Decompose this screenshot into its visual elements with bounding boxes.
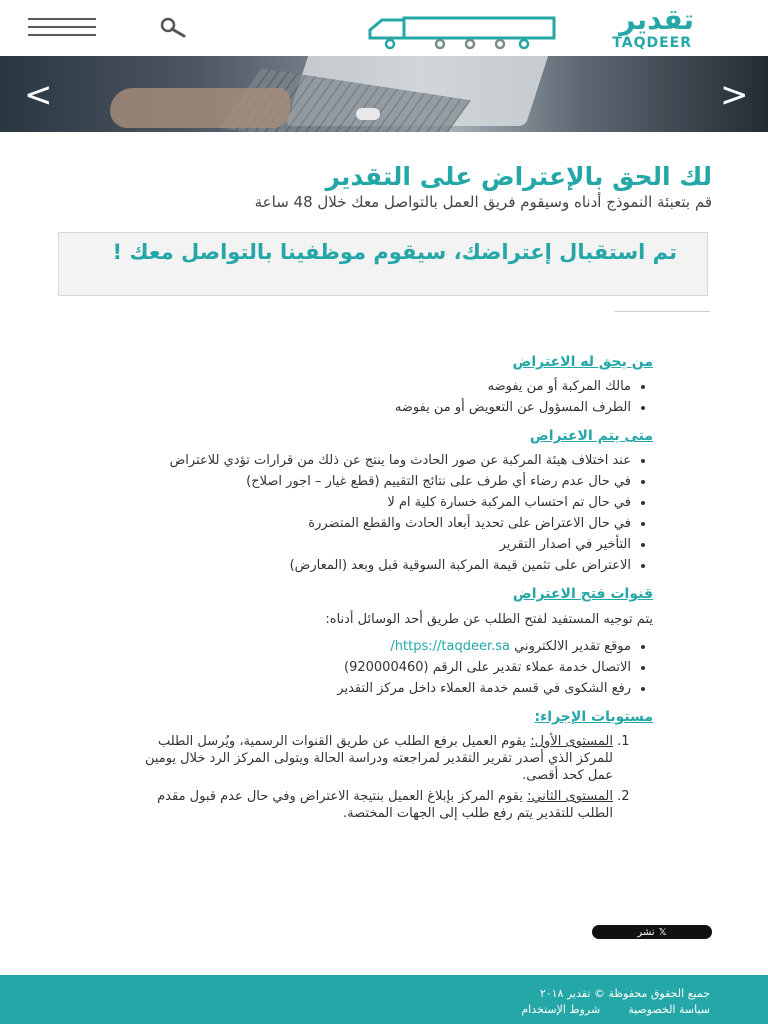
list-item (120, 788, 613, 822)
list-item: • الطرف المسؤول عن التعويض أو من يفوضه (120, 399, 631, 416)
list-item: • الاعتراض على تثمين قيمة المركبة السوقية قبل وبعد (المعارض) (120, 557, 631, 574)
hamburger-menu-icon[interactable] (28, 16, 96, 38)
slider-dot[interactable] (356, 108, 380, 120)
search-icon[interactable] (150, 16, 192, 40)
section-title-who: من يحق له الاعتراض (512, 354, 653, 370)
intro-text: قم بتعبئة النموذج أدناه وسيقوم فريق العمل بالتواصل معك خلال 48 ساعة (254, 193, 712, 211)
channels-list (120, 638, 653, 697)
list-item: • في حال عدم رضاء أي طرف على نتائج التقييم (قطع غيار – اجور اصلاح) (120, 473, 631, 490)
level-2-label: المستوى الثاني: (527, 789, 613, 804)
website-label: موقع تقدير الالكتروني (514, 639, 631, 654)
section-title-levels: مستويات الإجراء: (534, 709, 653, 725)
x-logo-icon: 𝕏 (658, 926, 667, 938)
chevron-right-icon[interactable]: > (720, 75, 749, 115)
levels-list (120, 733, 653, 822)
hand-image (110, 88, 290, 128)
list-item: • الاتصال خدمة عملاء تقدير على الرقم (920000460) (120, 659, 631, 676)
channels-intro: يتم توجيه المستفيد لفتح الطلب عن طريق أحد الوسائل أدناه: (325, 612, 653, 627)
site-logo[interactable] (364, 3, 694, 52)
logo-english-text: TAQDEER (612, 35, 692, 51)
list-item: • في حال الاعتراض على تحديد أبعاد الحادث والقطع المتضررة (120, 515, 631, 532)
list-item: • رفع الشكوى في قسم خدمة العملاء داخل مركز التقدير (120, 680, 631, 697)
success-message: تم استقبال إعتراضك، سيقوم موظفينا بالتواصل معك ! (112, 240, 677, 264)
page-title: لك الحق بالإعتراض على التقدير (325, 162, 712, 191)
objection-info (120, 352, 653, 832)
terms-link[interactable]: شروط الإستخدام (521, 1003, 601, 1016)
list-item (120, 638, 631, 655)
list-item (120, 733, 613, 784)
truck-logo-icon (364, 12, 564, 52)
level-1-label: المستوى الأول: (530, 734, 613, 749)
divider (614, 311, 710, 312)
list-item: • عند اختلاف هيئة المركبة عن صور الحادث وما ينتج عن ذلك من قرارات تؤدي للاعتراض (120, 452, 631, 469)
share-button[interactable] (592, 925, 712, 939)
list-item: • التأخير في اصدار التقرير (120, 536, 631, 553)
objection-header (60, 160, 712, 210)
success-alert (58, 232, 708, 296)
when-list (120, 452, 653, 574)
copyright-text: جميع الحقوق محفوظة © تقدير ٢٠١٨ (539, 987, 710, 1000)
logo-arabic-text: تقدير (619, 3, 694, 36)
site-footer (0, 975, 768, 1024)
list-item: • مالك المركبة أو من يفوضه (120, 378, 631, 395)
level-1-text: يقوم العميل برفع الطلب عن طريق القنوات الرسمية، ويُرسل الطلب للمركز الذي أصدر تقرير التقدير لمراجعته ودراسة الحالة ويتولى المركز الرد خلال يومين عمل كحد أقصى. (144, 734, 613, 783)
website-link[interactable]: https://taqdeer.sa/ (390, 639, 510, 654)
section-title-channels: قنوات فتح الاعتراض (512, 586, 653, 602)
chevron-left-icon[interactable]: < (24, 75, 53, 115)
site-header (0, 0, 768, 57)
footer-links (521, 1003, 710, 1016)
share-label: نشر (637, 926, 655, 938)
list-item: • في حال تم احتساب المركبة خسارة كلية ام لا (120, 494, 631, 511)
who-list (120, 378, 653, 416)
level-2-text: يقوم المركز بإبلاغ العميل بنتيجة الاعتراض وفي حال عدم قبول مقدم الطلب للتقدير يتم رفع طلب إلى الجهات المختصة. (157, 789, 613, 821)
privacy-link[interactable]: سياسة الخصوصية (628, 1003, 710, 1016)
section-title-when: متى يتم الاعتراض (529, 428, 653, 444)
hero-slider (0, 56, 768, 132)
